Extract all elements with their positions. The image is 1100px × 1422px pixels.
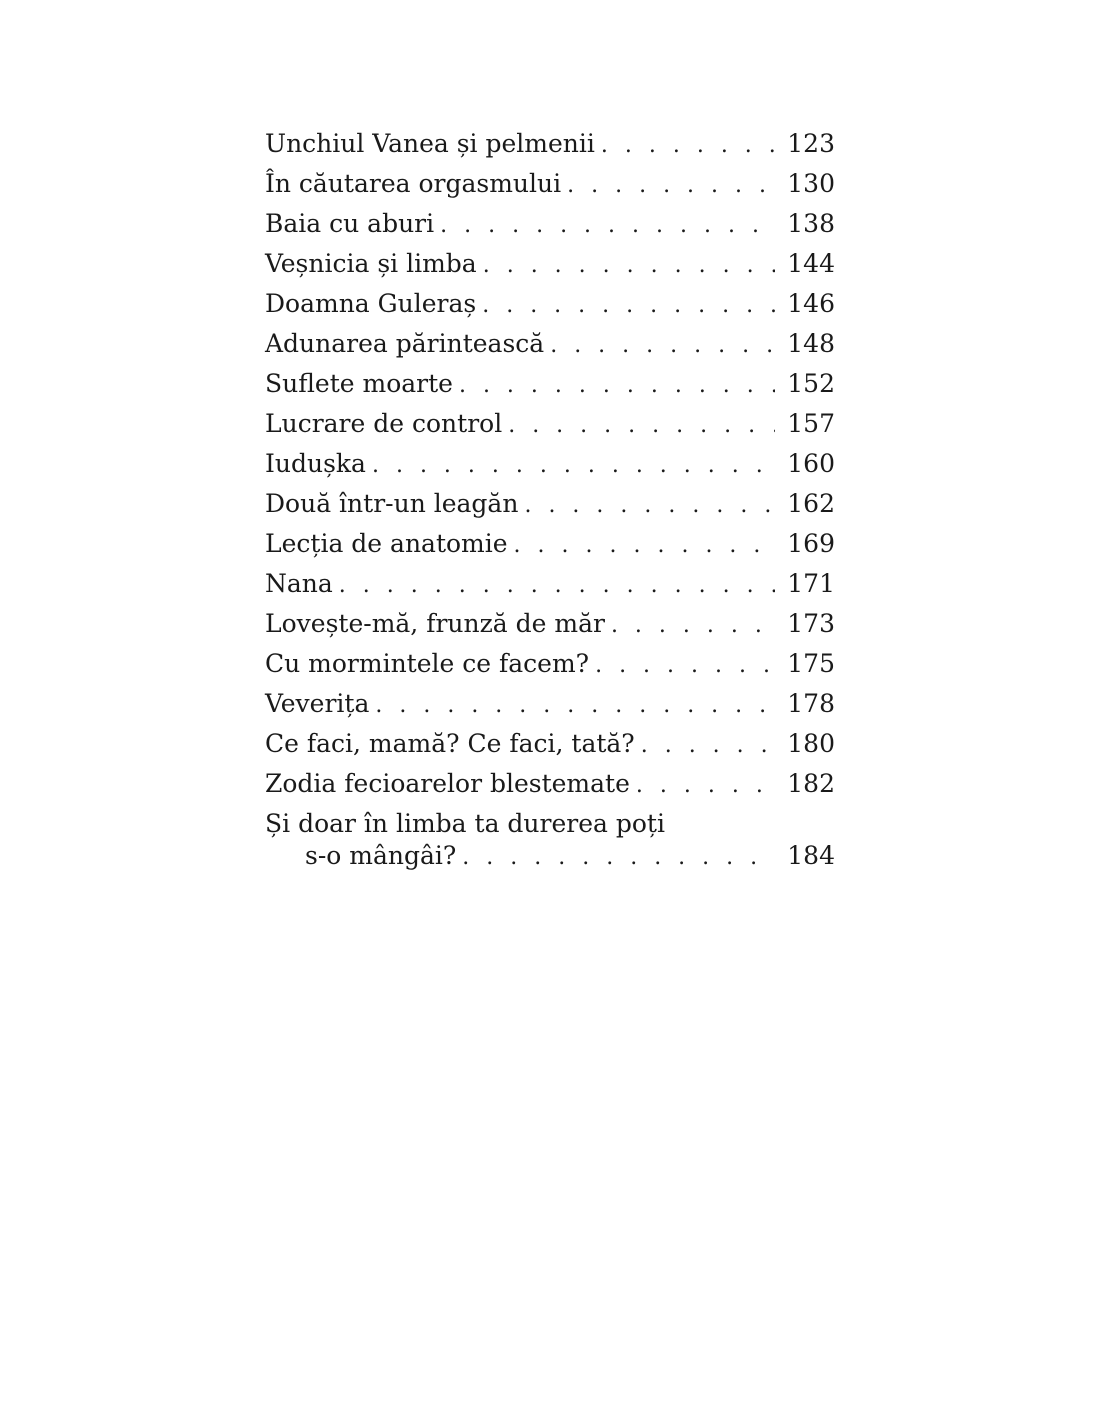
dot-leader bbox=[550, 326, 775, 366]
toc-entry bbox=[265, 484, 835, 524]
toc-entry bbox=[265, 324, 835, 364]
toc-entry bbox=[265, 524, 835, 564]
toc-entry-page: 157 bbox=[787, 409, 835, 438]
toc-entry bbox=[265, 244, 835, 284]
toc-entry bbox=[265, 724, 835, 764]
toc-entry-title: Veverița bbox=[265, 689, 370, 718]
toc-entry-page: 123 bbox=[787, 129, 835, 158]
toc-entry bbox=[265, 444, 835, 484]
toc-entry-title: Lucrare de control bbox=[265, 409, 503, 438]
toc-entry-page: 138 bbox=[787, 209, 835, 238]
toc-entry-title: Ce faci, mamă? Ce faci, tată? bbox=[265, 729, 635, 758]
dot-leader bbox=[611, 606, 775, 646]
toc-entry bbox=[265, 204, 835, 244]
toc-entry-page: 173 bbox=[787, 609, 835, 638]
toc-entry-page: 169 bbox=[787, 529, 835, 558]
toc-entry bbox=[265, 564, 835, 604]
toc-entry-page: 146 bbox=[787, 289, 835, 318]
toc-entry-page: 178 bbox=[787, 689, 835, 718]
toc-entry bbox=[265, 164, 835, 204]
toc-entry bbox=[265, 604, 835, 644]
toc-entry-title: Veșnicia și limba bbox=[265, 249, 477, 278]
toc-entry-title: Lovește-mă, frunză de măr bbox=[265, 609, 605, 638]
toc-entry-page: 162 bbox=[787, 489, 835, 518]
table-of-contents bbox=[265, 124, 835, 876]
toc-entry-page: 144 bbox=[787, 249, 835, 278]
toc-entry-title: Unchiul Vanea și pelmenii bbox=[265, 129, 595, 158]
dot-leader bbox=[482, 286, 775, 326]
toc-entry-page: 130 bbox=[787, 169, 835, 198]
dot-leader bbox=[459, 366, 775, 406]
toc-entry-title: Nana bbox=[265, 569, 333, 598]
toc-entry-page: 184 bbox=[787, 841, 835, 870]
toc-entry-title: Suflete moarte bbox=[265, 369, 453, 398]
toc-entry bbox=[265, 644, 835, 684]
toc-entry-title: Zodia fecioarelor blestemate bbox=[265, 769, 630, 798]
toc-entry-page: 182 bbox=[787, 769, 835, 798]
toc-entry-title: Iudușka bbox=[265, 449, 366, 478]
dot-leader bbox=[514, 526, 776, 566]
toc-entry-title-line2: s-o mângâi? bbox=[305, 841, 457, 870]
toc-entry-page: 171 bbox=[787, 569, 835, 598]
toc-entry bbox=[265, 364, 835, 404]
dot-leader bbox=[595, 646, 775, 686]
dot-leader bbox=[372, 446, 775, 486]
dot-leader bbox=[567, 166, 775, 206]
toc-entry-title: Cu mormintele ce facem? bbox=[265, 649, 590, 678]
dot-leader bbox=[375, 686, 775, 726]
toc-entry-title: În căutarea orgasmului bbox=[265, 169, 562, 198]
dot-leader bbox=[483, 246, 776, 286]
toc-entry-page: 160 bbox=[787, 449, 835, 478]
toc-entry-title: Adunarea părintească bbox=[265, 329, 545, 358]
toc-entry-page: 180 bbox=[787, 729, 835, 758]
toc-entry bbox=[265, 404, 835, 444]
dot-leader bbox=[641, 726, 776, 766]
toc-entry-last bbox=[265, 804, 835, 876]
toc-entry bbox=[265, 684, 835, 724]
toc-entry-title: Baia cu aburi bbox=[265, 209, 435, 238]
dot-leader bbox=[636, 766, 775, 806]
dot-leader bbox=[508, 406, 775, 446]
dot-leader bbox=[462, 838, 775, 878]
toc-entry-page: 175 bbox=[787, 649, 835, 678]
toc-entry-title: Două într-un leagăn bbox=[265, 489, 519, 518]
toc-entry-title: Doamna Guleraș bbox=[265, 289, 477, 318]
toc-entry bbox=[265, 124, 835, 164]
toc-entry-title-line1: Și doar în limba ta durerea poți bbox=[265, 809, 665, 838]
toc-entry-title: Lecția de anatomie bbox=[265, 529, 508, 558]
toc-entry bbox=[265, 284, 835, 324]
toc-entry-page: 152 bbox=[787, 369, 835, 398]
toc-entry-page: 148 bbox=[787, 329, 835, 358]
dot-leader bbox=[440, 206, 775, 246]
dot-leader bbox=[524, 486, 775, 526]
toc-entry-continuation bbox=[265, 836, 835, 876]
toc-entry bbox=[265, 764, 835, 804]
dot-leader bbox=[339, 566, 775, 606]
dot-leader bbox=[601, 126, 775, 166]
